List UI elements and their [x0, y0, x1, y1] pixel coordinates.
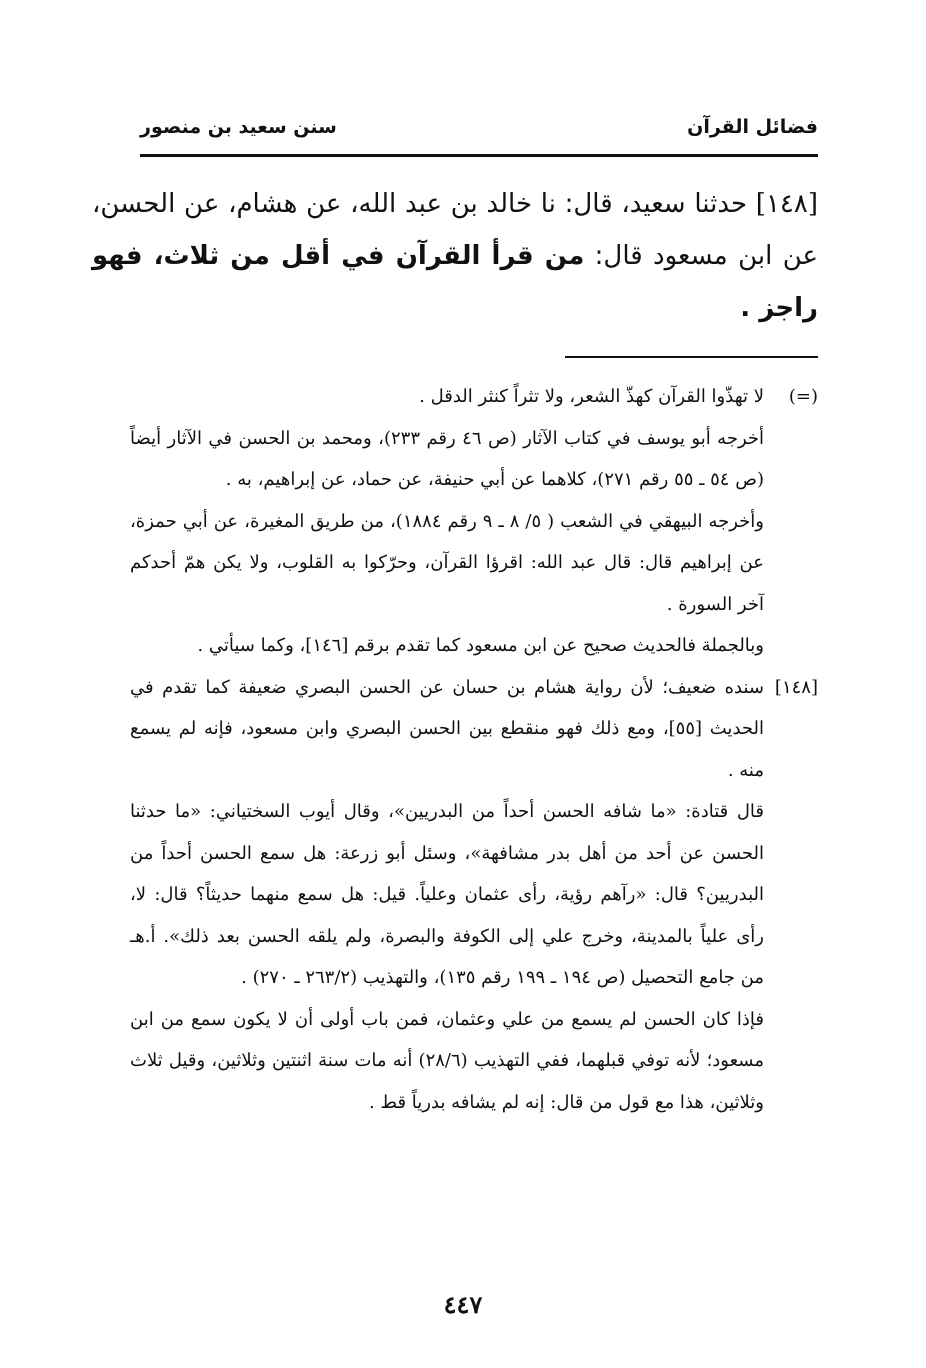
- footnote-paragraph: وأخرجه البيهقي في الشعب ( ٥/ ٨ ـ ٩ رقم ١٨٨٤)، من طريق المغيرة، عن أبي حمزة، عن إبراهيم قال: قال عبد الله: اقرؤا القرآن، وحرّكوا به القلوب، ولا يكن همّ أحدكم آخر السورة .: [130, 510, 764, 615]
- footnote-paragraph: وبالجملة فالحديث صحيح عن ابن مسعود كما تقدم برقم [١٤٦]، وكما سيأتي .: [197, 635, 764, 656]
- page-number: ٤٤٧: [443, 1290, 483, 1319]
- footnote-rule: [565, 356, 818, 358]
- chapter-title: فضائل القرآن: [687, 116, 818, 138]
- hadith-matn: من قرأ القرآن في أقل من ثلاث، فهو راجز .: [92, 241, 818, 323]
- footnote-paragraph: لا تهذّوا القرآن كهذّ الشعر، ولا تثراً كنثر الدقل .: [419, 386, 764, 407]
- footnote-label: [١٤٨]: [774, 676, 818, 698]
- book-title: سنن سعيد بن منصور: [140, 116, 337, 138]
- running-header: [140, 112, 818, 142]
- footnote-paragraph: قال قتادة: «ما شافه الحسن أحداً من البدريين»، وقال أيوب السختياني: «ما حدثنا الحسن عن أحد من أهل بدر مشافهة»، وسئل أبو زرعة: هل سمع الحسن أحداً من البدريين؟ قال: «رآهم رؤية، رأى عثمان وعلياً. قيل: هل سمع منهما حديثاً؟ قال: لا، رأى علياً بالمدينة، وخرج علي إلى الكوفة والبصرة، ولم يلقه الحسن بعد ذلك». أ.هـ من جامع التحصيل (ص ١٩٤ ـ ١٩٩ رقم ١٣٥)، والتهذيب (٢٦٣/٢ ـ ٢٧٠) .: [130, 801, 764, 988]
- footnote-paragraph: سنده ضعيف؛ لأن رواية هشام بن حسان عن الحسن البصري ضعيفة كما تقدم في الحديث [٥٥]، ومع ذلك فهو منقطع بين الحسن البصري وابن مسعود، فإنه لم يسمع منه .: [130, 676, 764, 781]
- hadith-number: [١٤٨]: [755, 189, 818, 219]
- header-rule: [140, 154, 818, 157]
- hadith-isnad: حدثنا سعيد، قال: نا خالد بن عبد الله، عن هشام، عن الحسن، عن ابن مسعود قال:: [92, 189, 818, 271]
- footnote-label: (=): [788, 386, 818, 407]
- footnote-continued: [130, 376, 818, 667]
- footnote-148: [130, 667, 818, 1124]
- footnote-paragraph: أخرجه أبو يوسف في كتاب الآثار (ص ٤٦ رقم ٢٣٣)، ومحمد بن الحسن في الآثار أيضاً (ص ٥٤ ـ ٥٥ رقم ٢٧١)، كلاهما عن أبي حنيفة، عن حماد، عن إبراهيم، به .: [130, 427, 765, 490]
- footnotes: [130, 376, 818, 1123]
- footnote-paragraph: فإذا كان الحسن لم يسمع من علي وعثمان، فمن باب أولى أن لا يكون سمع من ابن مسعود؛ لأنه توفي قبلهما، ففي التهذيب (٢٨/٦) أنه مات سنة اثنتين وثلاثين، وقيل ثلاث وثلاثين، هذا مع قول من قال: إنه لم يشافه بدرياً قط .: [130, 1008, 764, 1113]
- hadith-text: [92, 178, 818, 334]
